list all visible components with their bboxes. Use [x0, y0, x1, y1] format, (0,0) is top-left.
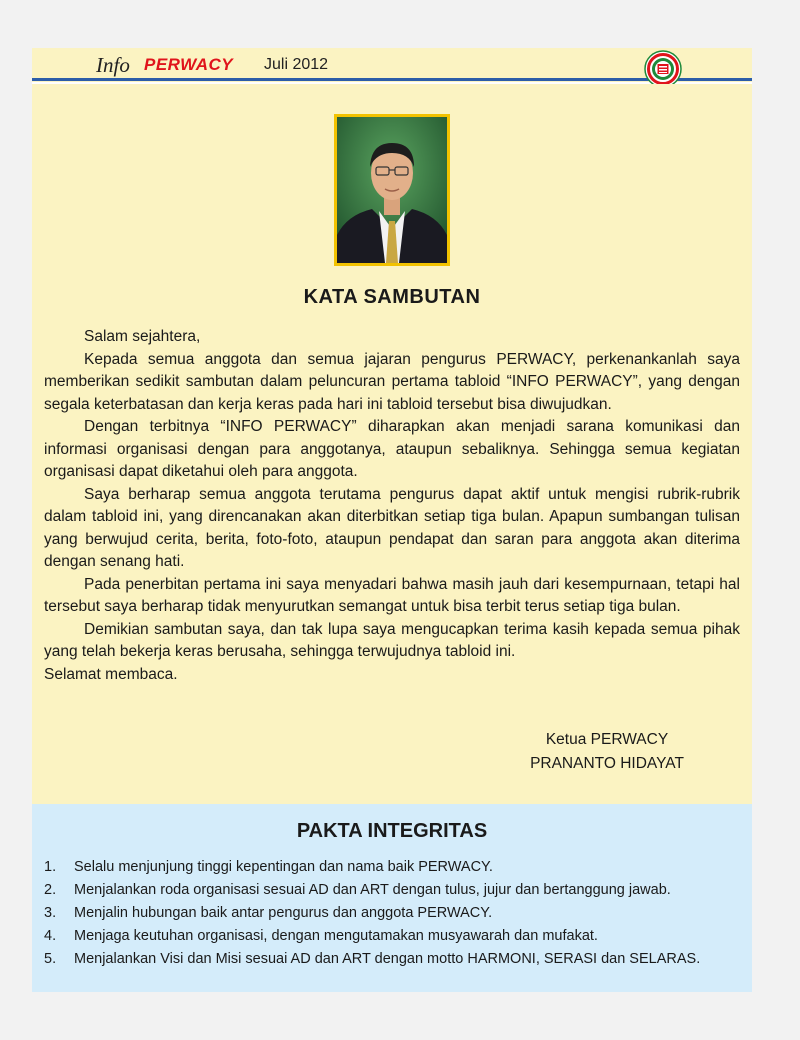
list-item-text: Menjalin hubungan baik antar pengurus dan anggota PERWACY.	[74, 905, 493, 921]
list-item-number: 3.	[44, 905, 57, 921]
paragraph: Saya berharap semua anggota terutama pengurus dapat aktif untuk mengisi rubrik-rubrik dalam tabloid ini, yang direncanakan akan diterbitkan setiap tiga bulan. Apapun sumbangan tulisan yang berwujud cerita, berita, foto-foto, ataupun pendapat dan saran para anggota akan diterima dengan senang hati.	[44, 485, 740, 570]
page-header	[32, 48, 752, 82]
pakta-integritas-section	[32, 804, 752, 992]
paragraph: Demikian sambutan saya, dan tak lupa saya mengucapkan terima kasih kepada semua pihak yang telah bekerja keras berusaha, sehingga terwujudnya tabloid ini.	[44, 620, 740, 660]
list-item-number: 4.	[44, 928, 57, 944]
paragraph: Pada penerbitan pertama ini saya menyadari bahwa masih jauh dari kesempurnaan, tetapi hal tersebut saya berharap tidak menyurutkan semangat untuk bisa terbit terus setiap tiga bulan.	[44, 575, 740, 615]
list-item-text: Menjaga keutuhan organisasi, dengan mengutamakan musyawarah dan mufakat.	[74, 928, 598, 944]
document-page	[32, 48, 752, 992]
kata-sambutan-title: KATA SAMBUTAN	[303, 286, 481, 308]
list-item-text: Menjalankan Visi dan Misi sesuai AD dan ART dengan motto HARMONI, SERASI dan SELARAS.	[74, 951, 701, 967]
paragraph: Kepada semua anggota dan semua jajaran pengurus PERWACY, perkenankanlah saya memberikan sedikit sambutan dalam peluncuran pertama tabloid “INFO PERWACY”, yang dengan segala keterbatasan dan kerja keras pada hari ini tabloid tersebut bisa diwujudkan.	[44, 350, 740, 413]
pakta-title: PAKTA INTEGRITAS	[296, 820, 488, 842]
list-item-number: 5.	[44, 951, 57, 967]
header-info-label: Info	[96, 53, 130, 77]
signature-name: PRANANTO HIDAYAT	[530, 755, 684, 772]
signature-block	[502, 728, 712, 776]
list-item	[44, 879, 744, 902]
pakta-list	[44, 856, 744, 971]
list-item	[44, 856, 744, 879]
header-date: Juli 2012	[264, 56, 329, 73]
list-item	[44, 902, 744, 925]
list-item-number: 2.	[44, 882, 57, 898]
perwacy-emblem-icon	[644, 50, 682, 88]
list-item-number: 1.	[44, 859, 57, 875]
header-brand: PERWACY	[144, 55, 234, 74]
list-item	[44, 948, 744, 971]
closing-text: Selamat membaca.	[44, 665, 178, 683]
list-item	[44, 925, 744, 948]
paragraph: Dengan terbitnya “INFO PERWACY” diharapkan akan menjadi sarana komunikasi dan informasi organisasi dengan para anggotanya, ataupun sebaliknya. Sehingga semua kegiatan organisasi dapat diketahui oleh para anggota.	[44, 418, 740, 480]
greeting-text: Salam sejahtera,	[84, 328, 201, 345]
list-item-text: Selalu menjunjung tinggi kepentingan dan nama baik PERWACY.	[74, 859, 493, 875]
kata-sambutan-section	[32, 84, 752, 804]
sambutan-body	[44, 326, 740, 686]
list-item-text: Menjalankan roda organisasi sesuai AD dan ART dengan tulus, jujur dan bertanggung jawab.	[74, 882, 671, 898]
portrait-photo	[334, 114, 450, 266]
signature-role: Ketua PERWACY	[545, 731, 669, 748]
